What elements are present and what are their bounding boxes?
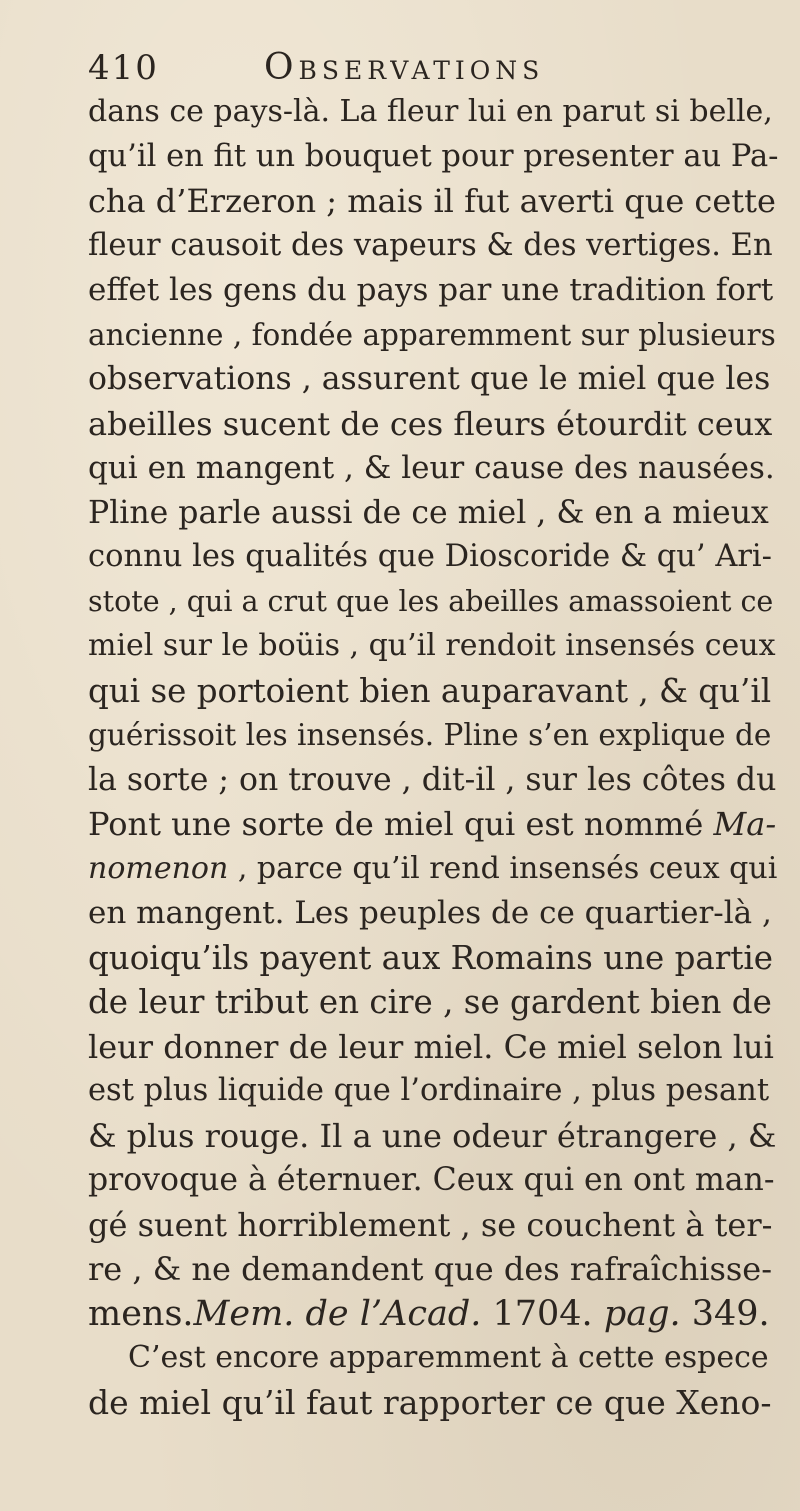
text-line: quoiqu’ils payent aux Romains une partie (88, 938, 774, 977)
text-line: la sorte ; on trouve , dit-il , sur les côtes du (88, 761, 777, 798)
text-line: stote , qui a crut que les abeilles amassoient ce (88, 584, 774, 618)
text-line: qui en mangent , & leur cause des nausées. (88, 450, 775, 486)
body-text (88, 90, 778, 1425)
text-line: cha d’Erzeron ; mais il fut averti que cette (88, 182, 776, 220)
citation-line: mens.Mem. de l’Acad. 1704. pag. 349. (88, 1293, 770, 1334)
text-line: abeilles sucent de ces fleurs étourdit ceux (88, 404, 773, 443)
text-line: provoque à éternuer. Ceux qui en ont man- (88, 1162, 775, 1198)
text-line: fleur causoit des vapeurs & des vertiges. En (88, 227, 773, 263)
text-line: effet les gens du pays par une tradition fort (88, 272, 774, 308)
text-line: nomenon , parce qu’il rend insensés ceux qui (88, 850, 778, 886)
citation-source: Mem. de l’Acad. (193, 1293, 482, 1334)
citation-page-label: pag. (603, 1293, 681, 1334)
page-header (88, 46, 748, 90)
text-line: en mangent. Les peuples de ce quartier-là , (88, 895, 772, 931)
text-line: Pline parle aussi de ce miel , & en a mieux (88, 494, 769, 531)
text-line: est plus liquide que l’ordinaire , plus pesant (88, 1073, 770, 1108)
text-line: miel sur le boüis , qu’il rendoit insensés ceux (88, 628, 776, 663)
running-head: Observations (264, 47, 545, 88)
text-line: connu les qualités que Dioscoride & qu’ Ari- (88, 539, 772, 574)
text-line: leur donner de leur miel. Ce miel selon lui (88, 1027, 774, 1066)
page-number: 410 (88, 48, 159, 88)
text-line: re , & ne demandent que des rafraîchisse- (88, 1250, 773, 1288)
italic-term: Ma- (713, 805, 777, 843)
text-line: qu’il en fit un bouquet pour presenter au Pa- (88, 138, 779, 174)
text-line: de miel qu’il faut rapporter ce que Xeno- (88, 1382, 772, 1422)
text-line: Pont une sorte de miel qui est nommé Ma- (88, 805, 777, 843)
text-line: gé suent horriblement , se couchent à ter- (88, 1205, 773, 1244)
text-line: ancienne , fondée apparemment sur plusieurs (88, 317, 776, 352)
paragraph-start-line: C’est encore apparemment à cette espece (128, 1340, 769, 1375)
text-line: & plus rouge. Il a une odeur étrangere , & (88, 1116, 777, 1155)
text-line: observations , assurent que le miel que les (88, 361, 771, 397)
text-line: de leur tribut en cire , se gardent bien de (88, 983, 772, 1021)
text-line: guérissoit les insensés. Pline s’en explique de (88, 718, 772, 752)
italic-term: nomenon (88, 850, 229, 886)
text-line: dans ce pays-là. La fleur lui en parut si belle, (88, 94, 773, 129)
text-line: qui se portoient bien auparavant , & qu’il (88, 671, 772, 710)
